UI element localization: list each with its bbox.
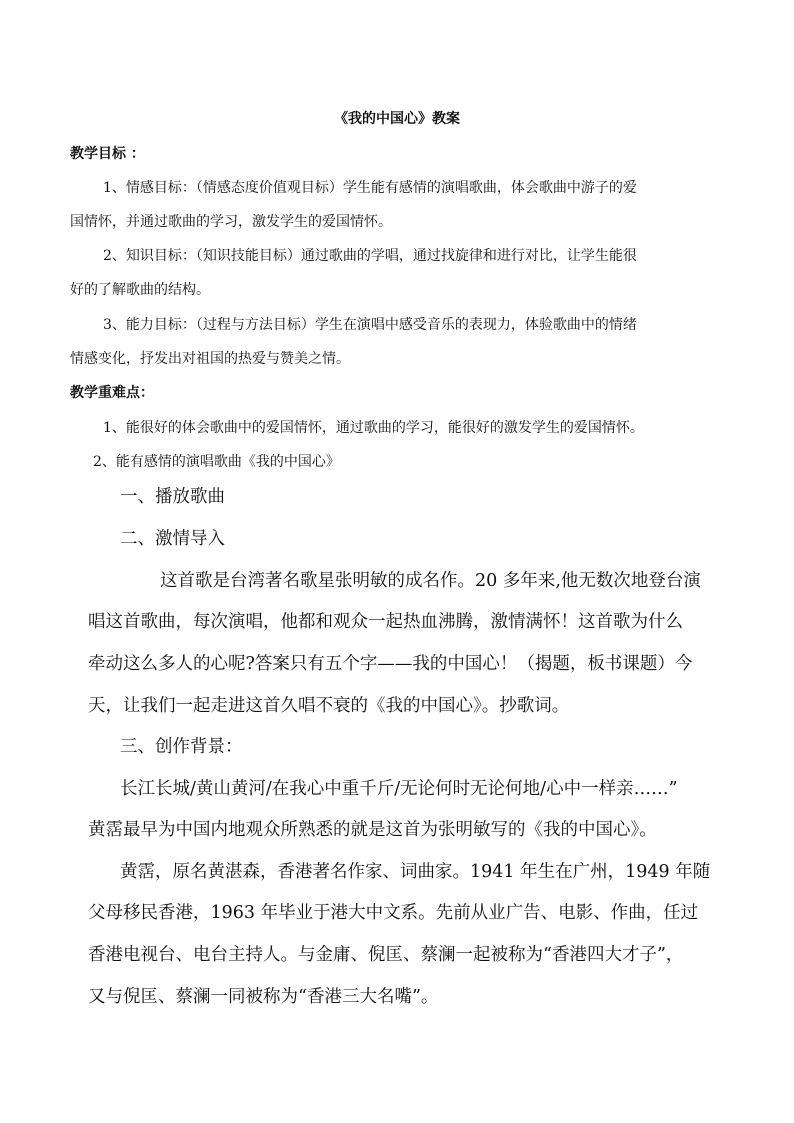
- keypoints-heading: 教学重难点：: [70, 385, 154, 401]
- intro-paragraph-line-1: 这首歌是台湾著名歌星张明敏的成名作。20 多年来,他无数次地登台演: [160, 571, 701, 591]
- objectives-heading: 教学目标 ：: [70, 146, 145, 162]
- keypoint-2: 2、能有感情的演唱歌曲《我的中国心》: [93, 454, 340, 470]
- objective-3-line-1: 3、能力目标：（过程与方法目标）学生在演唱中感受音乐的表现力，体验歌曲中的情绪: [103, 317, 637, 333]
- objective-3-line-2: 情感变化，抒发出对祖国的热爱与赞美之情。: [70, 351, 350, 367]
- objective-1-line-1: 1、情感目标：（情感态度价值观目标）学生能有感情的演唱歌曲，体会歌曲中游子的爱: [103, 180, 637, 196]
- lyrics-followup-line: 黄霑最早为中国内地观众所熟悉的就是这首为张明敏写的《我的中国心》。: [88, 820, 657, 840]
- intro-paragraph-line-4: 天，让我们一起走进这首久唱不衰的《我的中国心》。抄歌词。: [88, 696, 570, 716]
- keypoint-1: 1、能很好的体会歌曲中的爱国情怀，通过歌曲的学习，能很好的激发学生的爱国情怀。: [103, 420, 644, 436]
- section-two-heading: 二、激情导入: [120, 529, 225, 549]
- section-three-heading: 三、创作背景：: [120, 737, 243, 757]
- objective-2-line-2: 好的了解歌曲的结构。: [70, 282, 210, 298]
- intro-paragraph-line-2: 唱这首歌曲，每次演唱，他都和观众一起热血沸腾，激情满怀！这首歌为什么: [88, 612, 683, 632]
- bio-paragraph-line-2: 父母移民香港，1963 年毕业于港大中文系。先前从业广告、电影、作曲，任过: [88, 903, 699, 923]
- document-title: 《我的中国心》教案: [334, 111, 460, 127]
- section-one-heading: 一、播放歌曲: [120, 487, 225, 507]
- bio-paragraph-line-1: 黄霑，原名黄湛森，香港著名作家、词曲家。1941 年生在广州，1949 年随: [120, 862, 711, 882]
- objective-2-line-1: 2、知识目标：（知识技能目标）通过歌曲的学唱，通过找旋律和进行对比，让学生能很: [103, 248, 637, 264]
- lyrics-line: 长江长城/黄山黄河/在我心中重千斤/无论何时无论何地/心中一样亲……”: [120, 779, 678, 799]
- bio-paragraph-line-4: 又与倪匡、蔡澜一同被称为“香港三大名嘴”。: [88, 987, 439, 1007]
- bio-paragraph-line-3: 香港电视台、电台主持人。与金庸、倪匡、蔡澜一起被称为“香港四大才子”，: [88, 945, 684, 965]
- intro-paragraph-line-3: 牵动这么多人的心呢?答案只有五个字——我的中国心！（揭题，板书课题）今: [88, 654, 693, 674]
- objective-1-line-2: 国情怀，并通过歌曲的学习，激发学生的爱国情怀。: [70, 214, 392, 230]
